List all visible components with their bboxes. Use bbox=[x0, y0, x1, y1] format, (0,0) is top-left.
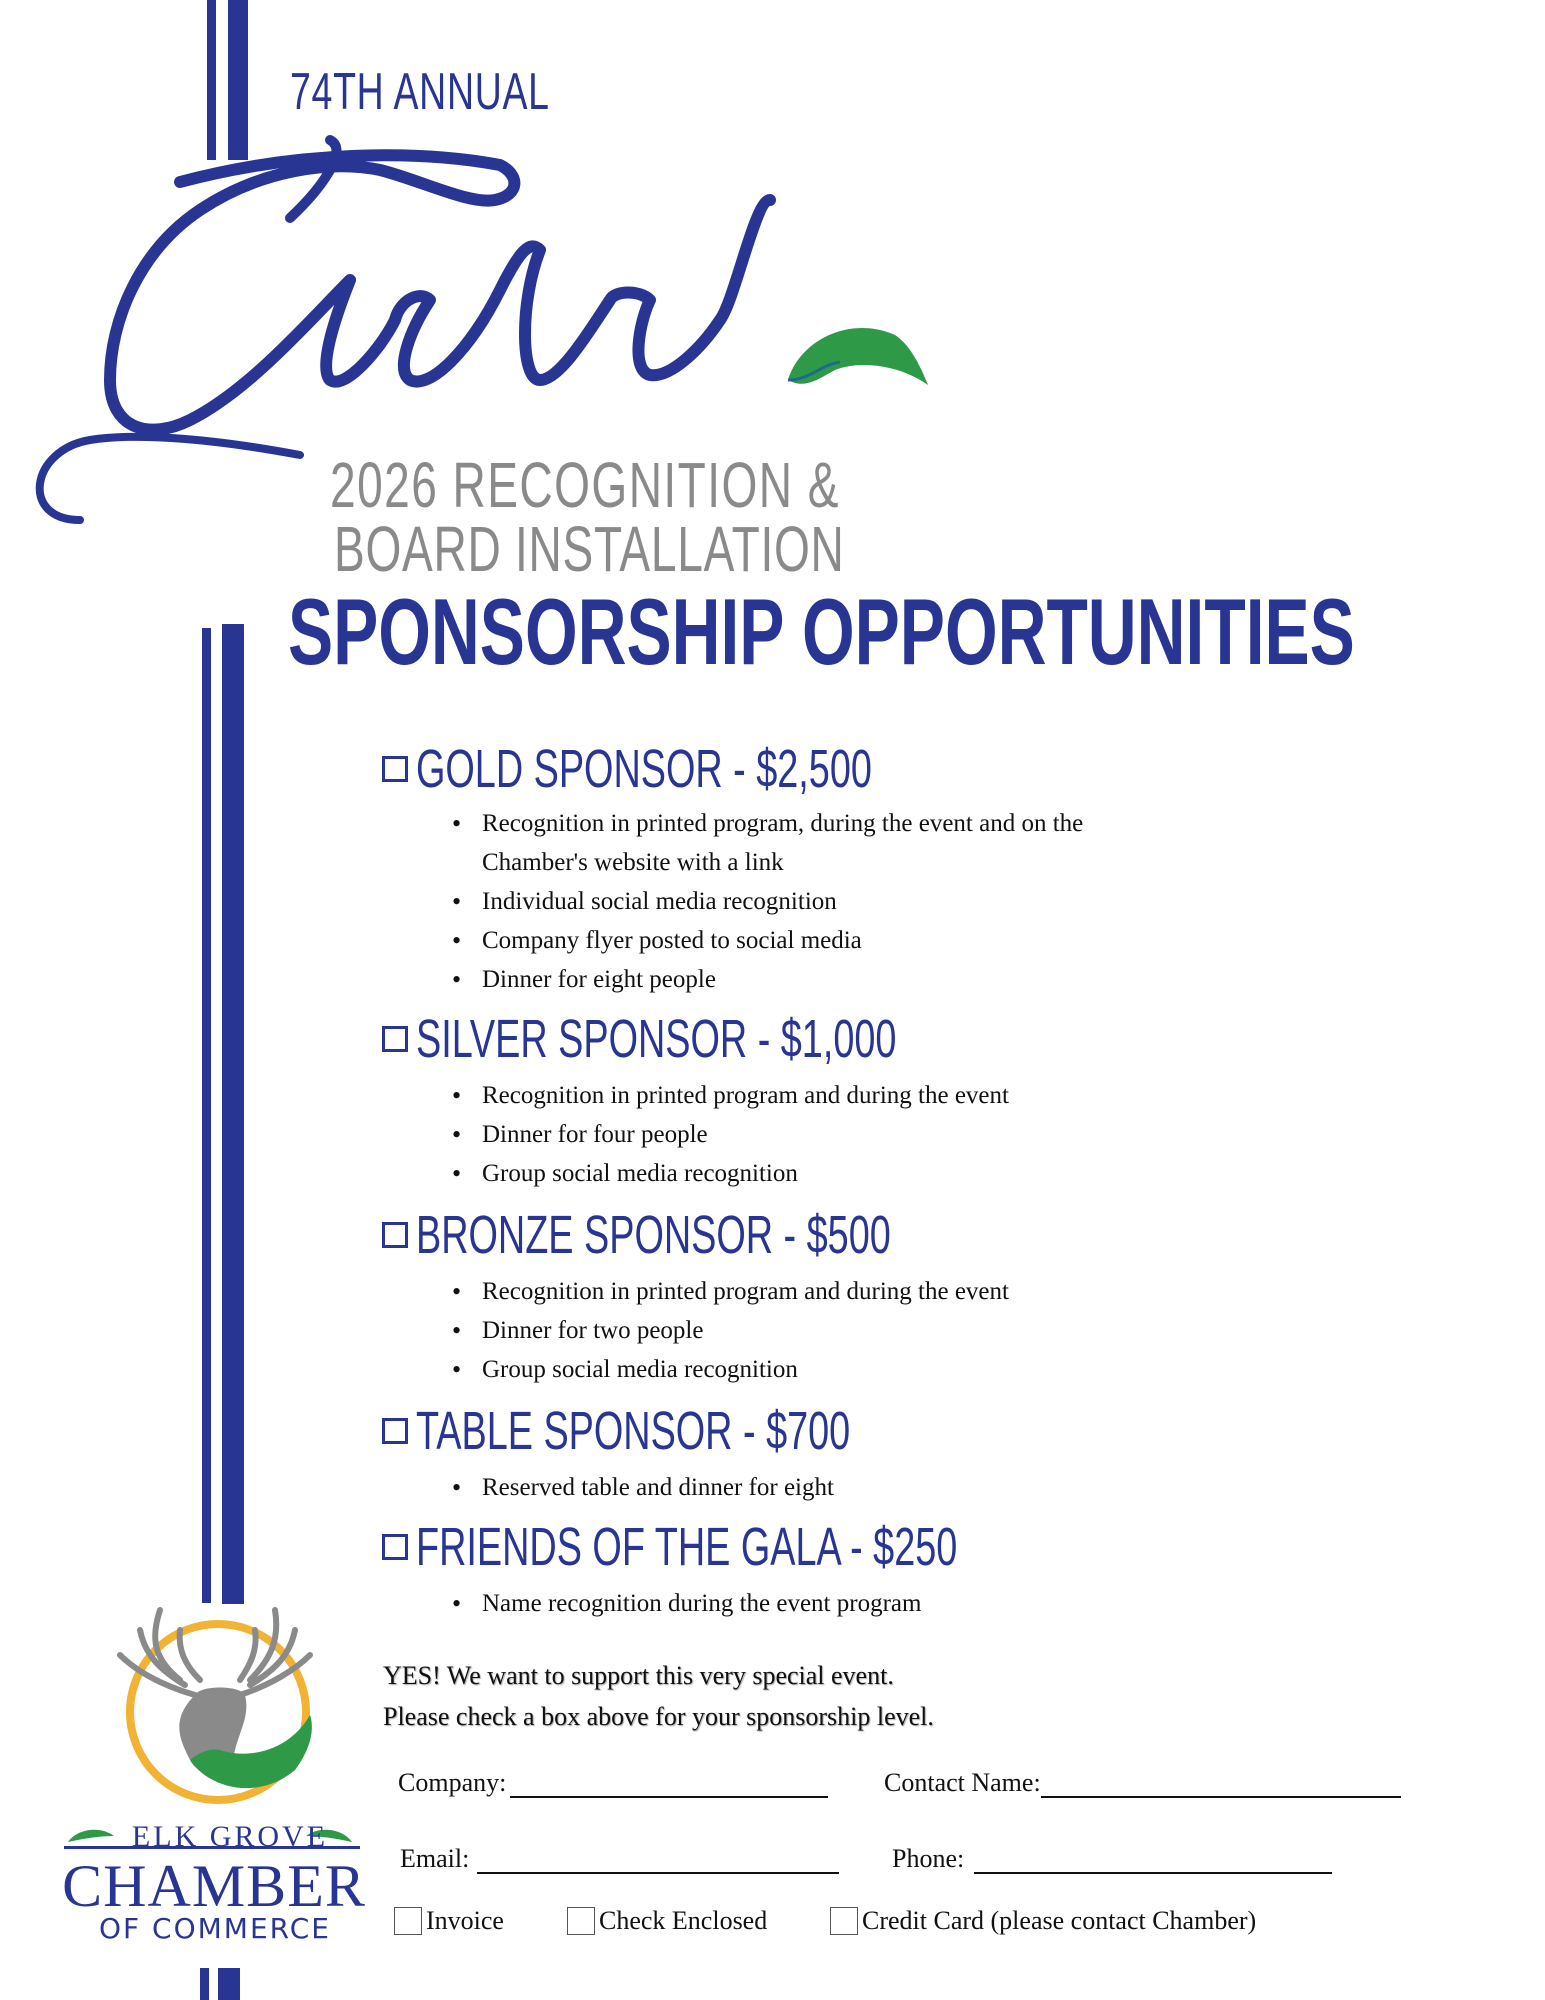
benefit-item: • Dinner for eight people bbox=[382, 960, 1083, 999]
support-line-1: YES! We want to support this very special event. bbox=[383, 1661, 894, 1690]
checkbox-icon[interactable] bbox=[567, 1907, 595, 1935]
vertical-bar-bottom-left bbox=[200, 1968, 209, 2000]
phone-label: Phone: bbox=[892, 1844, 965, 1873]
benefit-item: • Recognition in printed program and during the event bbox=[382, 1076, 1102, 1115]
annual-label: 74TH ANNUAL bbox=[290, 63, 550, 121]
email-field[interactable] bbox=[400, 1844, 839, 1874]
payment-label: Credit Card (please contact Chamber) bbox=[862, 1906, 1257, 1935]
leaf-icon bbox=[780, 320, 930, 400]
leaf-icon bbox=[66, 1826, 116, 1846]
tier-gold bbox=[382, 738, 1083, 999]
payment-option-invoice[interactable] bbox=[394, 1906, 504, 1936]
support-line-2: Please check a box above for your sponsorship level. bbox=[383, 1702, 934, 1731]
benefit-item: • Company flyer posted to social media bbox=[382, 921, 1083, 960]
company-field[interactable] bbox=[398, 1768, 828, 1798]
tier-title: SILVER SPONSOR - $1,000 bbox=[416, 1009, 897, 1069]
contact-name-input-line[interactable] bbox=[1041, 1770, 1401, 1798]
tier-title: BRONZE SPONSOR - $500 bbox=[416, 1205, 891, 1265]
page-headline: SPONSORSHIP OPPORTUNITIES bbox=[288, 579, 1355, 684]
checkbox-icon[interactable] bbox=[382, 1534, 408, 1560]
tier-table bbox=[382, 1400, 1036, 1507]
tier-friends bbox=[382, 1516, 1189, 1623]
elk-icon bbox=[100, 1600, 330, 1810]
vertical-bar-bottom-right bbox=[218, 1968, 240, 2000]
subtitle-line-1: 2026 RECOGNITION & bbox=[330, 449, 840, 521]
benefit-item: • Recognition in printed program, during the event and on the bbox=[382, 804, 1083, 843]
tier-title: GOLD SPONSOR - $2,500 bbox=[416, 739, 872, 799]
tier-title: FRIENDS OF THE GALA - $250 bbox=[416, 1517, 958, 1577]
benefit-item: • Group social media recognition bbox=[382, 1350, 1094, 1389]
benefit-item: • Group social media recognition bbox=[382, 1154, 1102, 1193]
support-statement bbox=[383, 1655, 934, 1737]
tier-title: TABLE SPONSOR - $700 bbox=[416, 1401, 851, 1461]
subtitle-line-2: BOARD INSTALLATION bbox=[334, 513, 845, 585]
tier-silver bbox=[382, 1008, 1102, 1193]
benefit-item: • Recognition in printed program and during the event bbox=[382, 1272, 1094, 1311]
email-label: Email: bbox=[400, 1844, 470, 1873]
logo-line-3: OF COMMERCE bbox=[99, 1912, 331, 1945]
benefit-item: • Dinner for two people bbox=[382, 1311, 1094, 1350]
logo-line-1: ELK GROVE bbox=[131, 1820, 329, 1853]
email-input-line[interactable] bbox=[477, 1846, 839, 1874]
payment-label: Invoice bbox=[426, 1906, 504, 1935]
payment-option-check[interactable] bbox=[567, 1906, 767, 1936]
benefit-item: • Individual social media recognition bbox=[382, 882, 1083, 921]
logo-line-2: CHAMBER bbox=[62, 1853, 366, 1919]
benefit-item: • Dinner for four people bbox=[382, 1115, 1102, 1154]
company-input-line[interactable] bbox=[510, 1770, 828, 1798]
checkbox-icon[interactable] bbox=[382, 1026, 408, 1052]
vertical-bar-left bbox=[202, 628, 211, 1603]
checkbox-icon[interactable] bbox=[382, 1222, 408, 1248]
benefit-item-continued: Chamber's website with a link bbox=[482, 849, 784, 876]
checkbox-icon[interactable] bbox=[394, 1907, 422, 1935]
phone-input-line[interactable] bbox=[974, 1846, 1332, 1874]
checkbox-icon[interactable] bbox=[382, 756, 408, 782]
checkbox-icon[interactable] bbox=[830, 1907, 858, 1935]
vertical-bar-right bbox=[222, 624, 244, 1604]
company-label: Company: bbox=[398, 1768, 507, 1797]
payment-option-credit-card[interactable] bbox=[830, 1906, 1256, 1936]
benefit-item: • Name recognition during the event program bbox=[382, 1584, 1189, 1623]
phone-field[interactable] bbox=[892, 1844, 1332, 1874]
payment-label: Check Enclosed bbox=[599, 1906, 768, 1935]
benefit-item: • Reserved table and dinner for eight bbox=[382, 1468, 1036, 1507]
contact-name-label: Contact Name: bbox=[884, 1768, 1041, 1797]
checkbox-icon[interactable] bbox=[382, 1418, 408, 1444]
tier-bronze bbox=[382, 1204, 1094, 1389]
contact-name-field[interactable] bbox=[884, 1768, 1401, 1798]
